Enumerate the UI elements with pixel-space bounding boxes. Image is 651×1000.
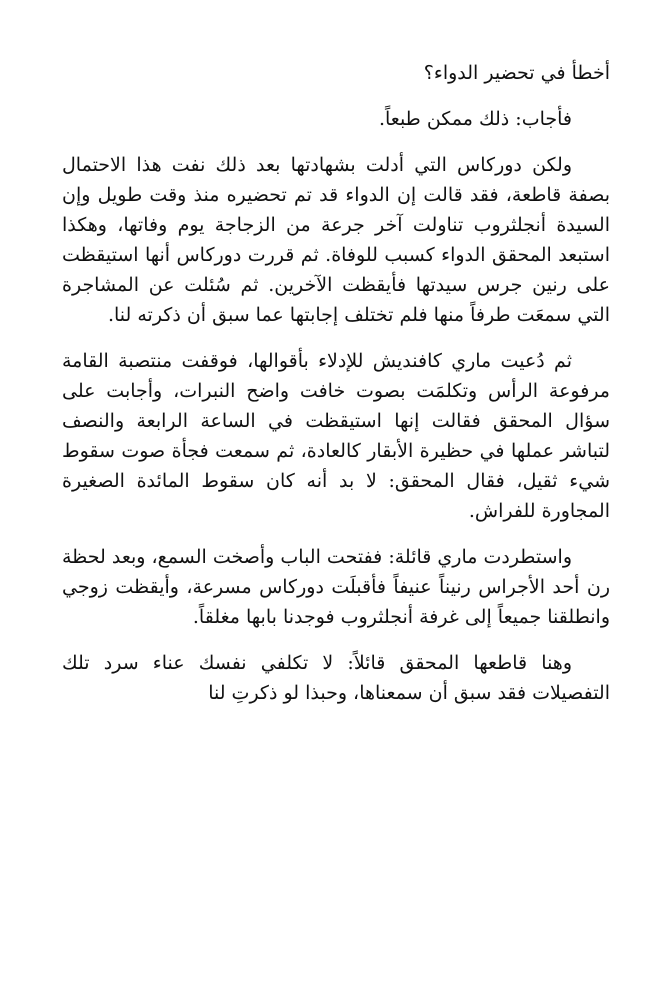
paragraph-1: أخطأ في تحضير الدواء؟	[423, 62, 610, 84]
paragraph-4: ثم دُعيت ماري كافنديش للإدلاء بأقوالها، فوقفت منتصبة القامة مرفوعة الرأس وتكلمَت بصوت خافت واضح النبرات، وأجابت على سؤال المحقق فقالت إنها استيقظت في الساعة الرابعة والنصف لتباشر عملها في حظيرة الأبقار كالعادة، ثم سمعت فجأة صوت سقوط شيء ثقيل، فقال المحقق: لا بد أنه كان سقوط المائدة الصغيرة المجاورة للفراش.	[62, 350, 610, 522]
paragraph-2: فأجاب: ذلك ممكن طبعاً.	[378, 108, 572, 130]
paragraph-6: وهنا قاطعها المحقق قائلاً: لا تكلفي نفسك عناء سرد تلك التفصيلات فقد سبق أن سمعناها، وحبذا لو ذكرتِ لنا	[62, 652, 610, 704]
paragraph-3: ولكن دوركاس التي أدلت بشهادتها بعد ذلك نفت هذا الاحتمال بصفة قاطعة، فقد قالت إن الدواء قد تم تحضيره منذ وقت طويل وإن السيدة أنجلثروب تناولت آخر جرعة من الزجاجة يوم وفاتها، وهكذا استبعد المحقق الدواء كسبب للوفاة. ثم قررت دوركاس أنها استيقظت على رنين جرس سيدتها فأيقظت الآخرين. ثم سُئلت عن المشاجرة التي سمعَت طرفاً منها فلم تختلف إجابتها عما سبق أن ذكرته لنا.	[62, 154, 610, 326]
book-page	[62, 58, 610, 724]
paragraph-5: واستطردت ماري قائلة: ففتحت الباب وأصخت السمع، وبعد لحظة رن أحد الأجراس رنيناً عنيفاً فأقبلَت دوركاس مسرعة، وأيقظت زوجي وانطلقنا جميعاً إلى غرفة أنجلثروب فوجدنا بابها مغلقاً.	[62, 546, 610, 628]
